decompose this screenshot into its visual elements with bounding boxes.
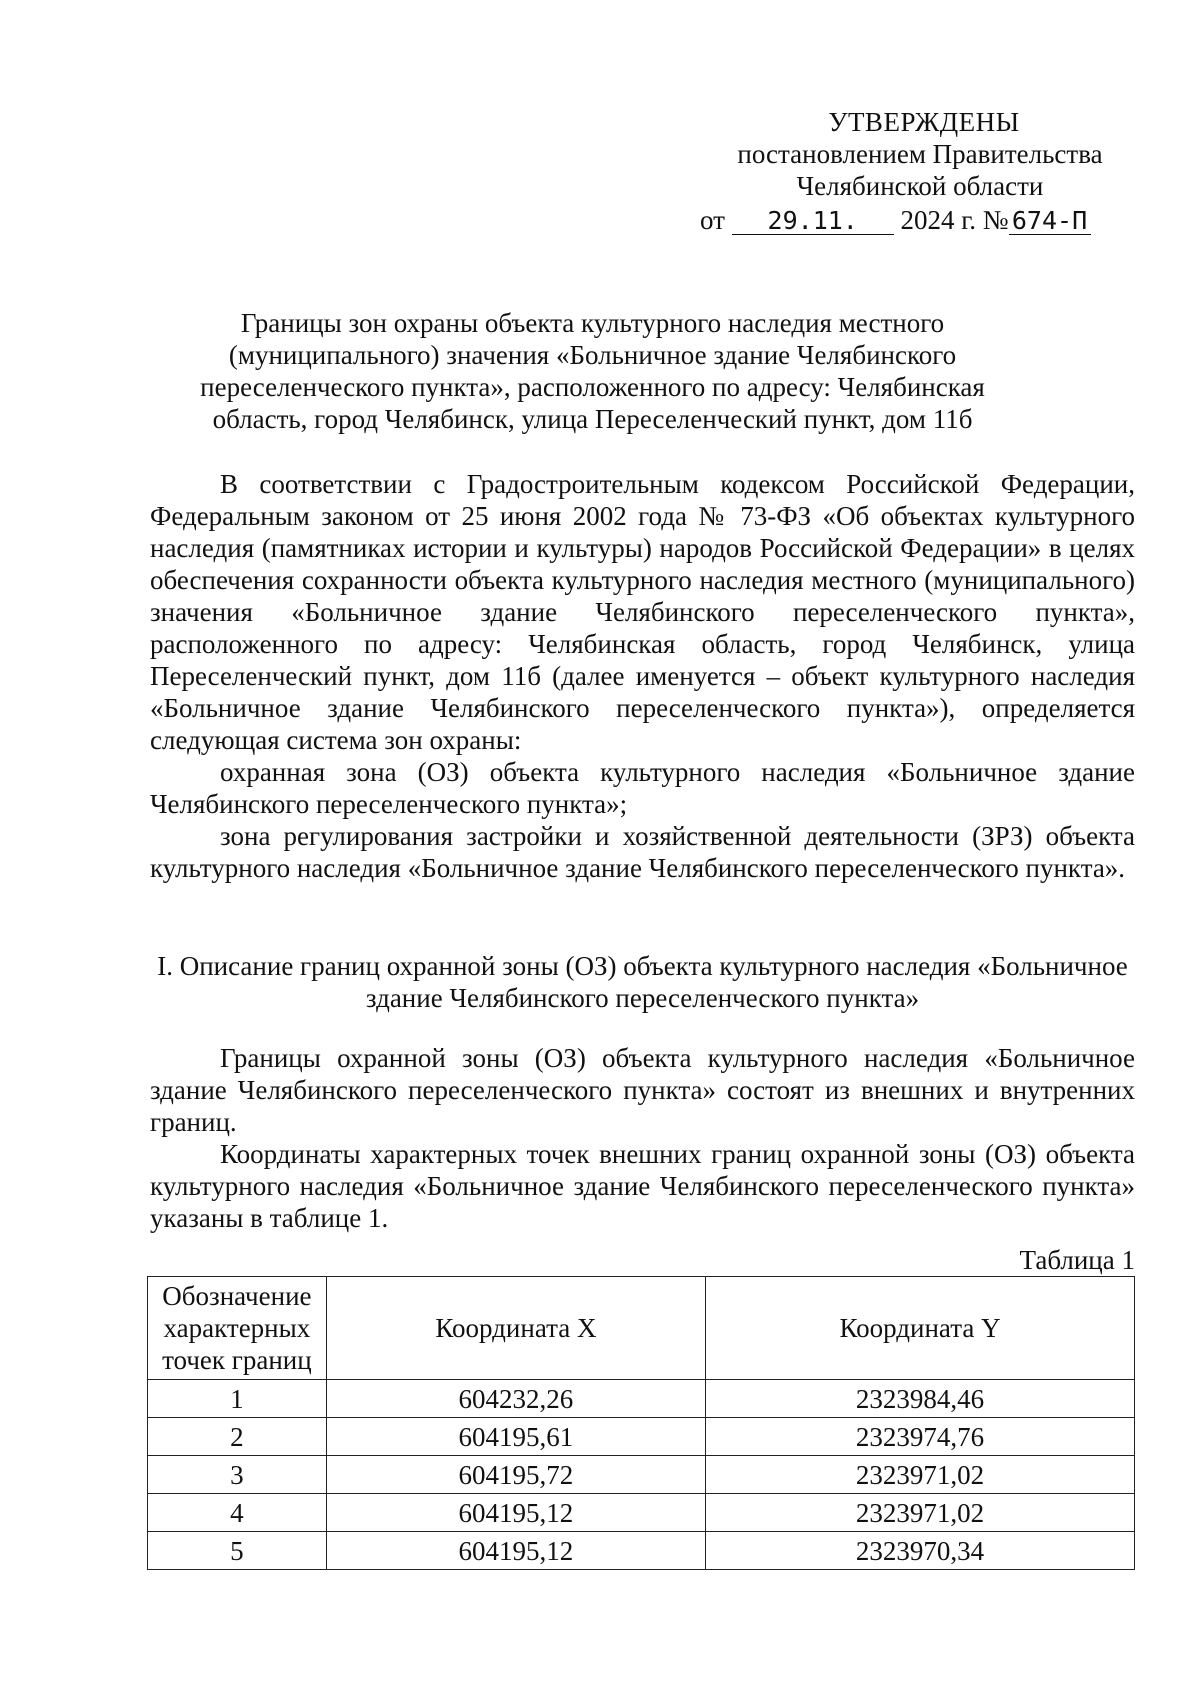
coord-x: 604195,12 bbox=[326, 1532, 705, 1570]
coord-y: 2323971,02 bbox=[706, 1456, 1135, 1494]
coord-y: 2323970,34 bbox=[706, 1532, 1135, 1570]
table-row bbox=[148, 1380, 1135, 1418]
zone-item-zrz: зона регулирования застройки и хозяйственной деятельности (ЗРЗ) объекта культурного наследия «Больничное здание Челябинского переселенческого пункта». bbox=[150, 821, 1135, 883]
table-header-row bbox=[148, 1277, 1135, 1380]
intro-section bbox=[150, 468, 1135, 884]
coordinates-table bbox=[147, 1276, 1135, 1570]
column-header-x: Координата X bbox=[326, 1277, 705, 1380]
column-header-y: Координата Y bbox=[706, 1277, 1135, 1380]
approval-date-row bbox=[700, 204, 1140, 236]
point-id: 1 bbox=[148, 1380, 327, 1418]
approval-heading: УТВЕРЖДЕНЫ bbox=[828, 107, 1020, 137]
column-header-points: Обозначение характерных точек границ bbox=[148, 1277, 327, 1380]
section-1-paragraph-1: Границы охранной зоны (ОЗ) объекта культурного наследия «Больничное здание Челябинского переселенческого пункта» состоят из внешних и внутренних границ. bbox=[150, 1043, 1135, 1137]
point-id: 4 bbox=[148, 1494, 327, 1532]
zone-item-oz: охранная зона (ОЗ) объекта культурного наследия «Больничное здание Челябинского переселенческого пункта»; bbox=[150, 757, 1135, 819]
coord-x: 604195,61 bbox=[326, 1418, 705, 1456]
coord-x: 604195,12 bbox=[326, 1494, 705, 1532]
approval-line-2: Челябинской области bbox=[796, 171, 1044, 201]
coord-x: 604195,72 bbox=[326, 1456, 705, 1494]
section-1-body bbox=[150, 1042, 1135, 1234]
point-id: 5 bbox=[148, 1532, 327, 1570]
approval-stamp bbox=[700, 106, 1140, 236]
section-1-title: I. Описание границ охранной зоны (ОЗ) объекта культурного наследия «Больничное здание Челябинского переселенческого пункта» bbox=[157, 951, 1128, 1013]
year-text: 2024 г. № bbox=[900, 205, 1009, 235]
section-1-paragraph-2: Координаты характерных точек внешних границ охранной зоны (ОЗ) объекта культурного наследия «Больничное здание Челябинского переселенческого пункта» указаны в таблице 1. bbox=[150, 1139, 1135, 1233]
coord-x: 604232,26 bbox=[326, 1380, 705, 1418]
intro-paragraph: В соответствии с Градостроительным кодексом Российской Федерации, Федеральным законом от 25 июня 2002 года № 73-ФЗ «Об объектах культурного наследия (памятниках истории и культуры) народов Российской Федерации» в целях обеспечения сохранности объекта культурного наследия местного (муниципального) значения «Больничное здание Челябинского переселенческого пункта», расположенного по адресу: Челябинская область, город Челябинск, улица Переселенческий пункт, дом 11б (далее именуется – объект культурного наследия «Больничное здание Челябинского переселенческого пункта»), определяется следующая система зон охраны: bbox=[150, 469, 1135, 755]
date-prefix: от bbox=[700, 205, 725, 235]
point-id: 3 bbox=[148, 1456, 327, 1494]
coord-y: 2323971,02 bbox=[706, 1494, 1135, 1532]
table-caption: Таблица 1 bbox=[1019, 1245, 1135, 1275]
table-row bbox=[148, 1456, 1135, 1494]
document-number: 674-П bbox=[1009, 208, 1091, 235]
table-row bbox=[148, 1532, 1135, 1570]
approval-line-1: постановлением Правительства bbox=[737, 139, 1103, 169]
table-row bbox=[148, 1418, 1135, 1456]
coord-y: 2323984,46 bbox=[706, 1380, 1135, 1418]
coord-y: 2323974,76 bbox=[706, 1418, 1135, 1456]
table-row bbox=[148, 1494, 1135, 1532]
date-value: 29.11. bbox=[732, 208, 894, 235]
document-title: Границы зон охраны объекта культурного наследия местного (муниципального) значения «Больничное здание Челябинского переселенческого пункта», расположенного по адресу: Челябинская область, город Челябинск, улица Переселенческий пункт, дом 11б bbox=[200, 308, 985, 434]
point-id: 2 bbox=[148, 1418, 327, 1456]
